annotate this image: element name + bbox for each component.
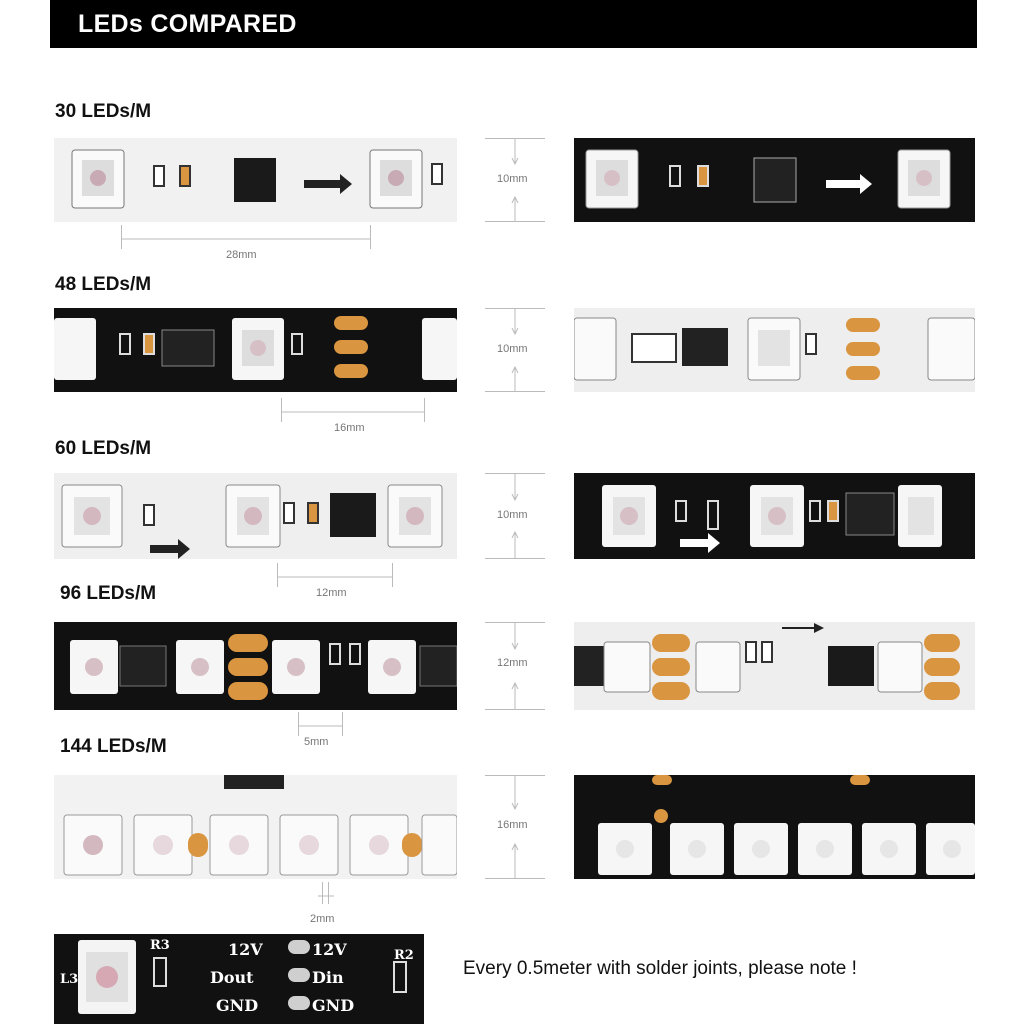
pad-label: 12V [228,940,263,959]
height-dimension-144 [483,775,547,879]
section-label-30: 30 LEDs/M [55,101,152,122]
pad-label: Din [312,968,344,987]
height-dim-label: 10mm [497,509,528,521]
led-strip-96-white [574,622,975,710]
resistor-label: R2 [394,948,414,963]
led-strip-96-black [54,622,457,710]
pitch-dimension-30 [118,225,373,265]
section-label-96: 96 LEDs/M [60,583,157,604]
pitch-dim-label: 16mm [334,422,365,434]
section-label-48: 48 LEDs/M [55,274,152,295]
height-dimension-48 [483,308,547,392]
pitch-dim-label: 28mm [226,249,257,261]
pitch-dim-label: 2mm [310,913,335,925]
led-strip-48-white [574,308,975,392]
header-bar [50,0,977,48]
led-strip-48-black [54,308,457,392]
led-strip-60-white [54,473,457,559]
height-dimension-96 [483,622,547,710]
pad-label: Dout [210,968,254,987]
height-dim-label: 10mm [497,173,528,185]
section-label-60: 60 LEDs/M [55,438,152,459]
section-label-144: 144 LEDs/M [60,736,167,757]
pad-label: 12V [312,940,347,959]
height-dimension-30 [483,138,547,222]
pitch-dimension-144 [308,882,348,928]
pad-label: GND [312,996,355,1015]
led-strip-144-white [54,775,457,879]
pitch-dimension-48 [280,398,426,438]
led-strip-144-black [574,775,975,879]
resistor-label: R3 [150,938,170,953]
solder-note: Every 0.5meter with solder joints, please note ! [463,958,857,979]
pad-label: GND [216,996,259,1015]
pitch-dimension-60 [276,563,394,603]
height-dim-label: 16mm [497,819,528,831]
height-dimension-60 [483,473,547,559]
led-label: L3 [60,972,79,987]
height-dim-label: 10mm [497,343,528,355]
height-dim-label: 12mm [497,657,528,669]
led-chip [72,150,124,208]
pitch-dim-label: 5mm [304,736,329,748]
led-strip-30-black [574,138,975,222]
pitch-dimension-96 [296,712,346,752]
led-strip-30-white [54,138,457,222]
page-title: LEDs COMPARED [78,10,297,38]
led-strip-60-black [574,473,975,559]
solder-joint-strip [54,934,424,1024]
pitch-dim-label: 12mm [316,587,347,599]
